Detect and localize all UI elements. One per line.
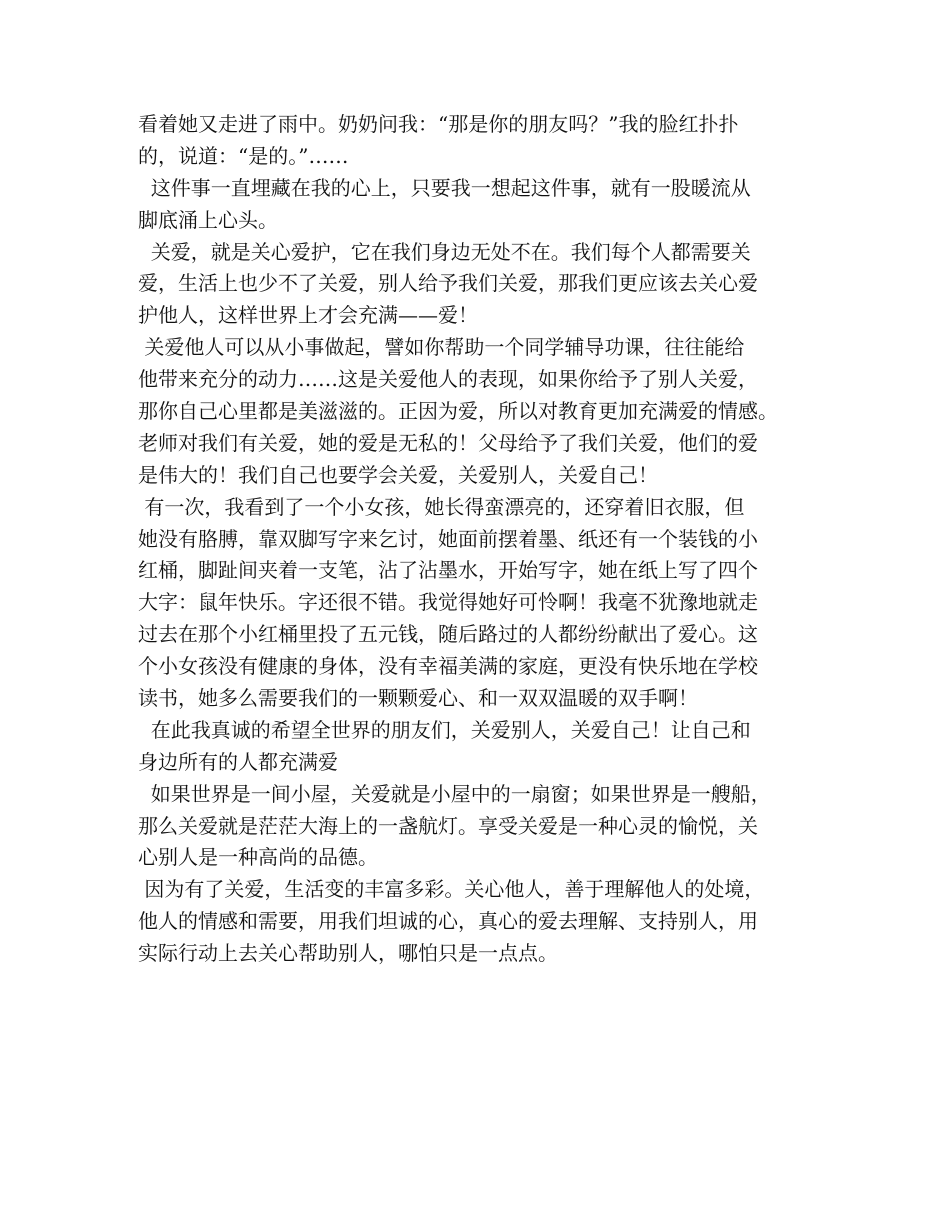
text-line: 因为有了关爱，生活变的丰富多彩。关心他人，善于理解他人的处境， — [138, 877, 765, 902]
text-line: 看着她又走进了雨中。奶奶问我：“那是你的朋友吗？”我的脸红扑扑 — [138, 112, 739, 136]
text-line: 过去在那个小红桶里投了五元钱，随后路过的人都纷纷献出了爱心。这 — [138, 622, 758, 647]
text-line: 读书，她多么需要我们的一颗颗爱心、和一双双温暖的双手啊！ — [138, 686, 698, 711]
text-line: 护他人，这样世界上才会充满——爱！ — [138, 303, 478, 328]
text-line: 心别人是一种高尚的品德。 — [138, 845, 378, 870]
text-line: 他带来充分的动力……这是关爱他人的表现，如果你给予了别人关爱， — [138, 367, 758, 392]
text-line: 个小女孩没有健康的身体，没有幸福美满的家庭，更没有快乐地在学校 — [138, 654, 758, 679]
text-line: 是伟大的！我们自己也要学会关爱，关爱别人，关爱自己！ — [138, 462, 658, 487]
text-line: 关爱他人可以从小事做起，譬如你帮助一个同学辅导功课，往往能给 — [138, 335, 745, 360]
text-line: 身边所有的人都充满爱 — [138, 749, 338, 774]
text-line: 他人的情感和需要，用我们坦诚的心，真心的爱去理解、支持别人，用 — [138, 909, 758, 934]
text-line: 脚底涌上心头。 — [138, 207, 278, 232]
text-line: 那你自己心里都是美滋滋的。正因为爱，所以对教育更加充满爱的情感。 — [138, 399, 778, 424]
text-line: 的，说道：“是的。”…… — [138, 143, 349, 168]
text-line: 这件事一直埋藏在我的心上，只要我一想起这件事，就有一股暖流从 — [138, 175, 751, 200]
text-line: 如果世界是一间小屋，关爱就是小屋中的一扇窗；如果世界是一艘船， — [138, 781, 771, 806]
text-line: 红桶，脚趾间夹着一支笔，沾了沾墨水，开始写字，她在纸上写了四个 — [138, 558, 758, 583]
text-line: 大字：鼠年快乐。字还很不错。我觉得她好可怜啊！我毫不犹豫地就走 — [138, 590, 758, 615]
text-line: 有一次，我看到了一个小女孩，她长得蛮漂亮的，还穿着旧衣服，但 — [138, 494, 745, 519]
text-line: 爱，生活上也少不了关爱，别人给予我们关爱，那我们更应该去关心爱 — [138, 271, 758, 296]
text-line: 关爱，就是关心爱护，它在我们身边无处不在。我们每个人都需要关 — [138, 239, 751, 264]
text-line: 她没有胳膊，靠双脚写字来乞讨，她面前摆着墨、纸还有一个装钱的小 — [138, 526, 758, 551]
essay-body — [138, 109, 828, 970]
text-line: 实际行动上去关心帮助别人，哪怕只是一点点。 — [138, 941, 558, 966]
text-line: 在此我真诚的希望全世界的朋友们，关爱别人，关爱自己！让自己和 — [138, 717, 751, 742]
text-line: 老师对我们有关爱，她的爱是无私的！父母给予了我们关爱，他们的爱 — [138, 430, 758, 455]
text-line: 那么关爱就是茫茫大海上的一盏航灯。享受关爱是一种心灵的愉悦，关 — [138, 813, 758, 838]
